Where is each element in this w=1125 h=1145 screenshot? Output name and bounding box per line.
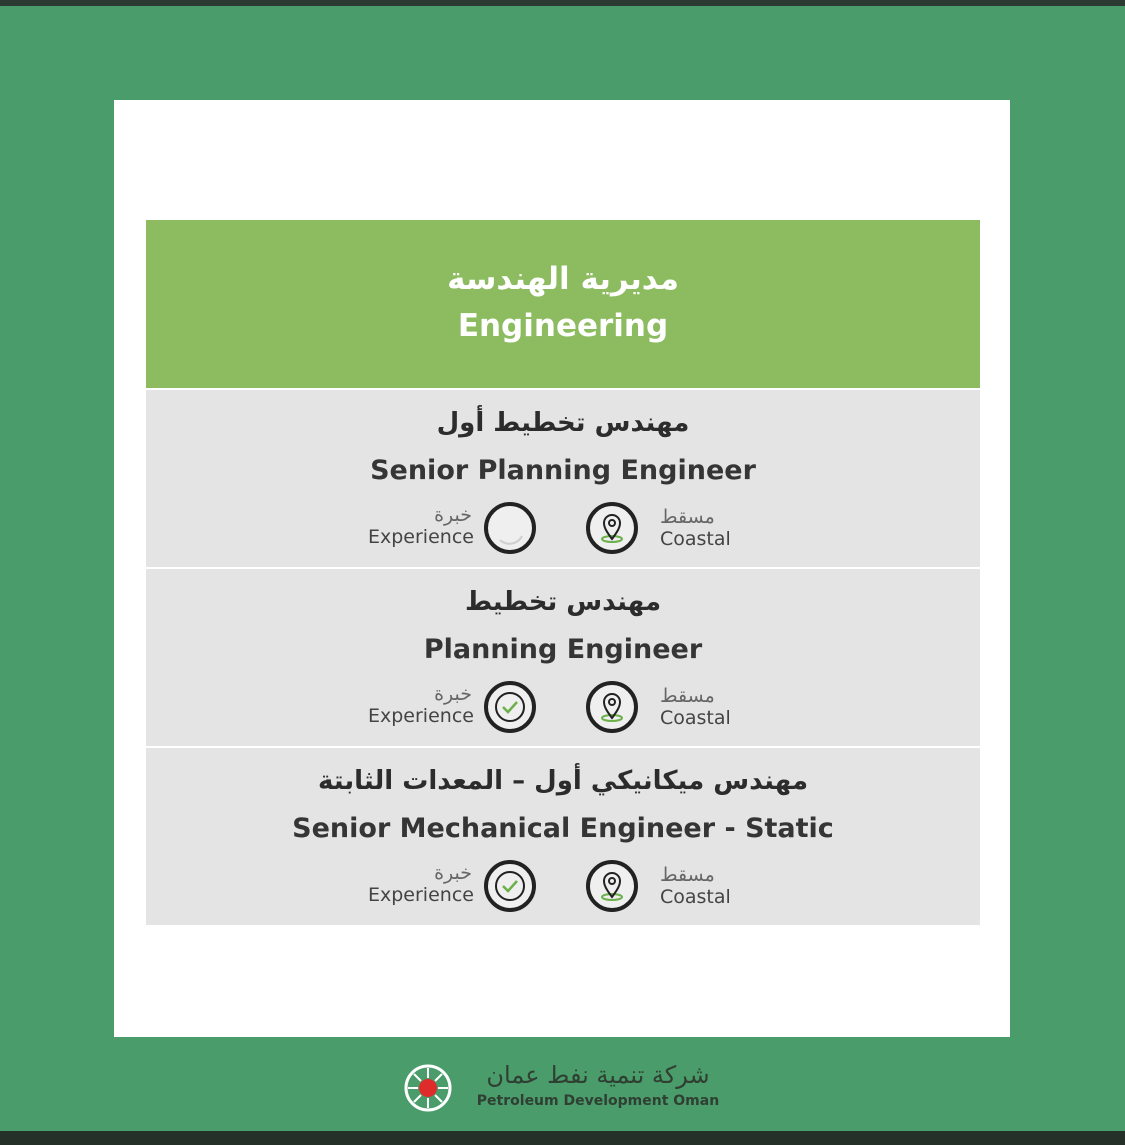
location-label-en: Coastal xyxy=(660,707,731,729)
job-title-ar: مهندس تخطيط xyxy=(464,587,662,617)
job-meta xyxy=(146,860,980,916)
department-title-ar: مديرية الهندسة xyxy=(447,261,679,297)
department-title-en: Engineering xyxy=(457,308,669,344)
pdo-logo-icon xyxy=(400,1060,456,1116)
job-title-ar: مهندس تخطيط أول xyxy=(436,408,690,438)
department-header xyxy=(146,220,980,388)
brand-name-en: Petroleum Development Oman xyxy=(476,1093,720,1109)
check-circle-icon xyxy=(484,681,536,733)
location-label-en: Coastal xyxy=(660,528,731,550)
bottom-bar xyxy=(0,1131,1125,1145)
experience-label xyxy=(368,862,472,906)
empty-circle-icon xyxy=(484,502,536,554)
job-row xyxy=(146,388,980,567)
experience-label-ar: خبرة xyxy=(434,504,472,526)
experience-label-en: Experience xyxy=(368,884,474,906)
experience-label-ar: خبرة xyxy=(434,683,472,705)
location-label-ar: مسقط xyxy=(660,685,715,707)
top-bar xyxy=(0,0,1125,6)
vacancy-card xyxy=(114,100,1010,1037)
map-pin-icon xyxy=(586,860,638,912)
job-meta xyxy=(146,681,980,737)
location-label xyxy=(660,506,780,550)
job-title-en: Senior Planning Engineer xyxy=(370,455,756,486)
location-label-en: Coastal xyxy=(660,886,731,908)
job-title-en: Planning Engineer xyxy=(423,634,703,665)
job-row xyxy=(146,746,980,925)
vacancy-table xyxy=(146,220,980,925)
map-pin-icon xyxy=(586,681,638,733)
job-meta xyxy=(146,502,980,558)
experience-label-en: Experience xyxy=(368,705,474,727)
location-label-ar: مسقط xyxy=(660,864,715,886)
location-label-ar: مسقط xyxy=(660,506,715,528)
job-title-en: Senior Mechanical Engineer - Static xyxy=(292,813,834,844)
company-footer xyxy=(400,1058,730,1118)
experience-label xyxy=(368,683,472,727)
location-label xyxy=(660,685,780,729)
experience-label-en: Experience xyxy=(368,526,474,548)
experience-label xyxy=(368,504,472,548)
brand-name-ar: شركة تنمية نفط عمان xyxy=(486,1061,710,1089)
location-label xyxy=(660,864,780,908)
check-circle-icon xyxy=(484,860,536,912)
job-title-ar: مهندس ميكانيكي أول – المعدات الثابتة xyxy=(317,766,809,796)
map-pin-icon xyxy=(586,502,638,554)
experience-label-ar: خبرة xyxy=(434,862,472,884)
job-row xyxy=(146,567,980,746)
